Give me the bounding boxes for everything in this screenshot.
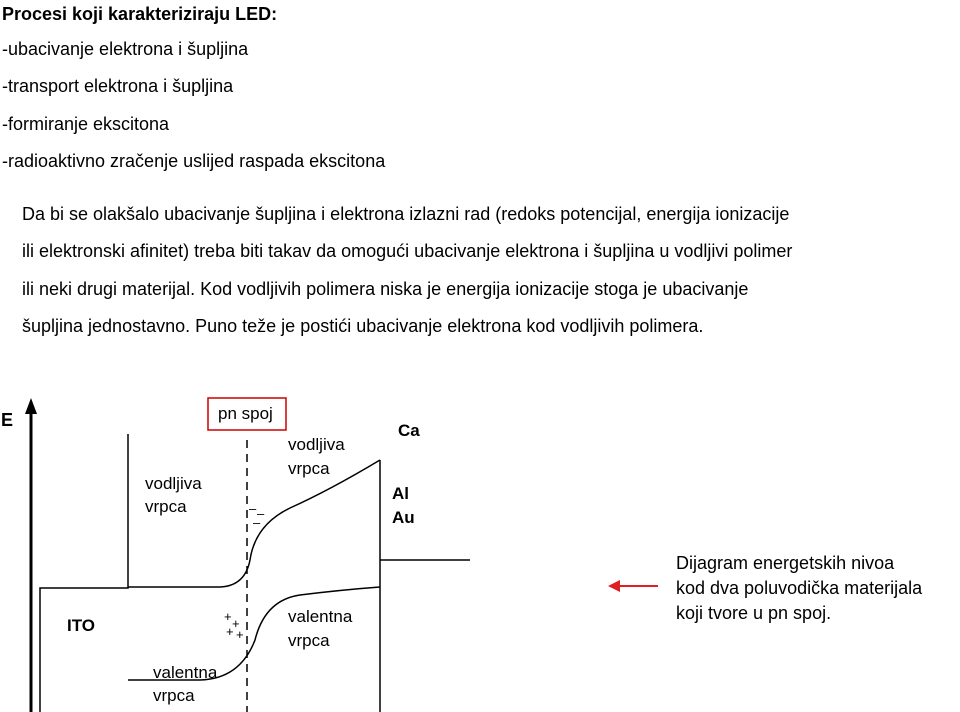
left-conduction-band-label-line: vrpca — [145, 497, 187, 516]
paragraph-line: ili elektronski afinitet) treba biti takav da omogući ubacivanje elektrona i šupljina u vodljivi polimer — [22, 241, 793, 261]
process-item: -formiranje ekscitona — [2, 114, 170, 134]
junction-label: pn spoj — [218, 404, 273, 423]
diagram-caption-line: koji tvore u pn spoj. — [676, 603, 832, 623]
caption-pointer-arrowhead — [608, 580, 620, 592]
hole-symbol: + — [236, 627, 244, 642]
hole-symbol: + — [224, 609, 232, 624]
diagram-caption-line: kod dva poluvodička materijala — [676, 578, 923, 598]
electron-symbol: – — [257, 506, 265, 521]
energy-axis-label: E — [1, 410, 14, 430]
metal-label-au: Au — [392, 508, 415, 527]
right-conduction-band-label-line: vrpca — [288, 459, 330, 478]
diagram-caption-line: Dijagram energetskih nivoa — [676, 553, 895, 573]
paragraph-line: ili neki drugi materijal. Kod vodljivih polimera niska je energija ionizacije stoga je ubacivanje — [22, 279, 749, 299]
electron-symbol: – — [253, 515, 261, 530]
page-title: Procesi koji karakteriziraju LED: — [2, 4, 278, 24]
metal-label-al: Al — [392, 484, 409, 503]
hole-symbol: + — [232, 616, 240, 631]
process-item: -radioaktivno zračenje uslijed raspada ekscitona — [2, 151, 386, 171]
metal-label-ca: Ca — [398, 421, 420, 440]
left-valence-band-label-line: vrpca — [153, 686, 195, 705]
electron-symbol: – — [249, 501, 257, 516]
process-item: -transport elektrona i šupljina — [2, 76, 234, 96]
paragraph-line: šupljina jednostavno. Puno teže je postići ubacivanje elektrona kod vodljivih polimera. — [22, 316, 704, 336]
ito-label: ITO — [67, 616, 96, 635]
right-conduction-band-label-line: vodljiva — [288, 435, 345, 454]
process-item: -ubacivanje elektrona i šupljina — [2, 39, 249, 59]
paragraph-line: Da bi se olakšalo ubacivanje šupljina i elektrona izlazni rad (redoks potencijal, energija ionizacije — [22, 204, 790, 224]
right-valence-band-label-line: vrpca — [288, 631, 330, 650]
hole-symbol: + — [226, 624, 234, 639]
energy-axis-arrowhead — [25, 398, 37, 414]
left-valence-band-label-line: valentna — [153, 663, 218, 682]
left-conduction-band-label-line: vodljiva — [145, 474, 202, 493]
ito-electrode-outline — [40, 434, 128, 712]
right-valence-band-label-line: valentna — [288, 607, 353, 626]
